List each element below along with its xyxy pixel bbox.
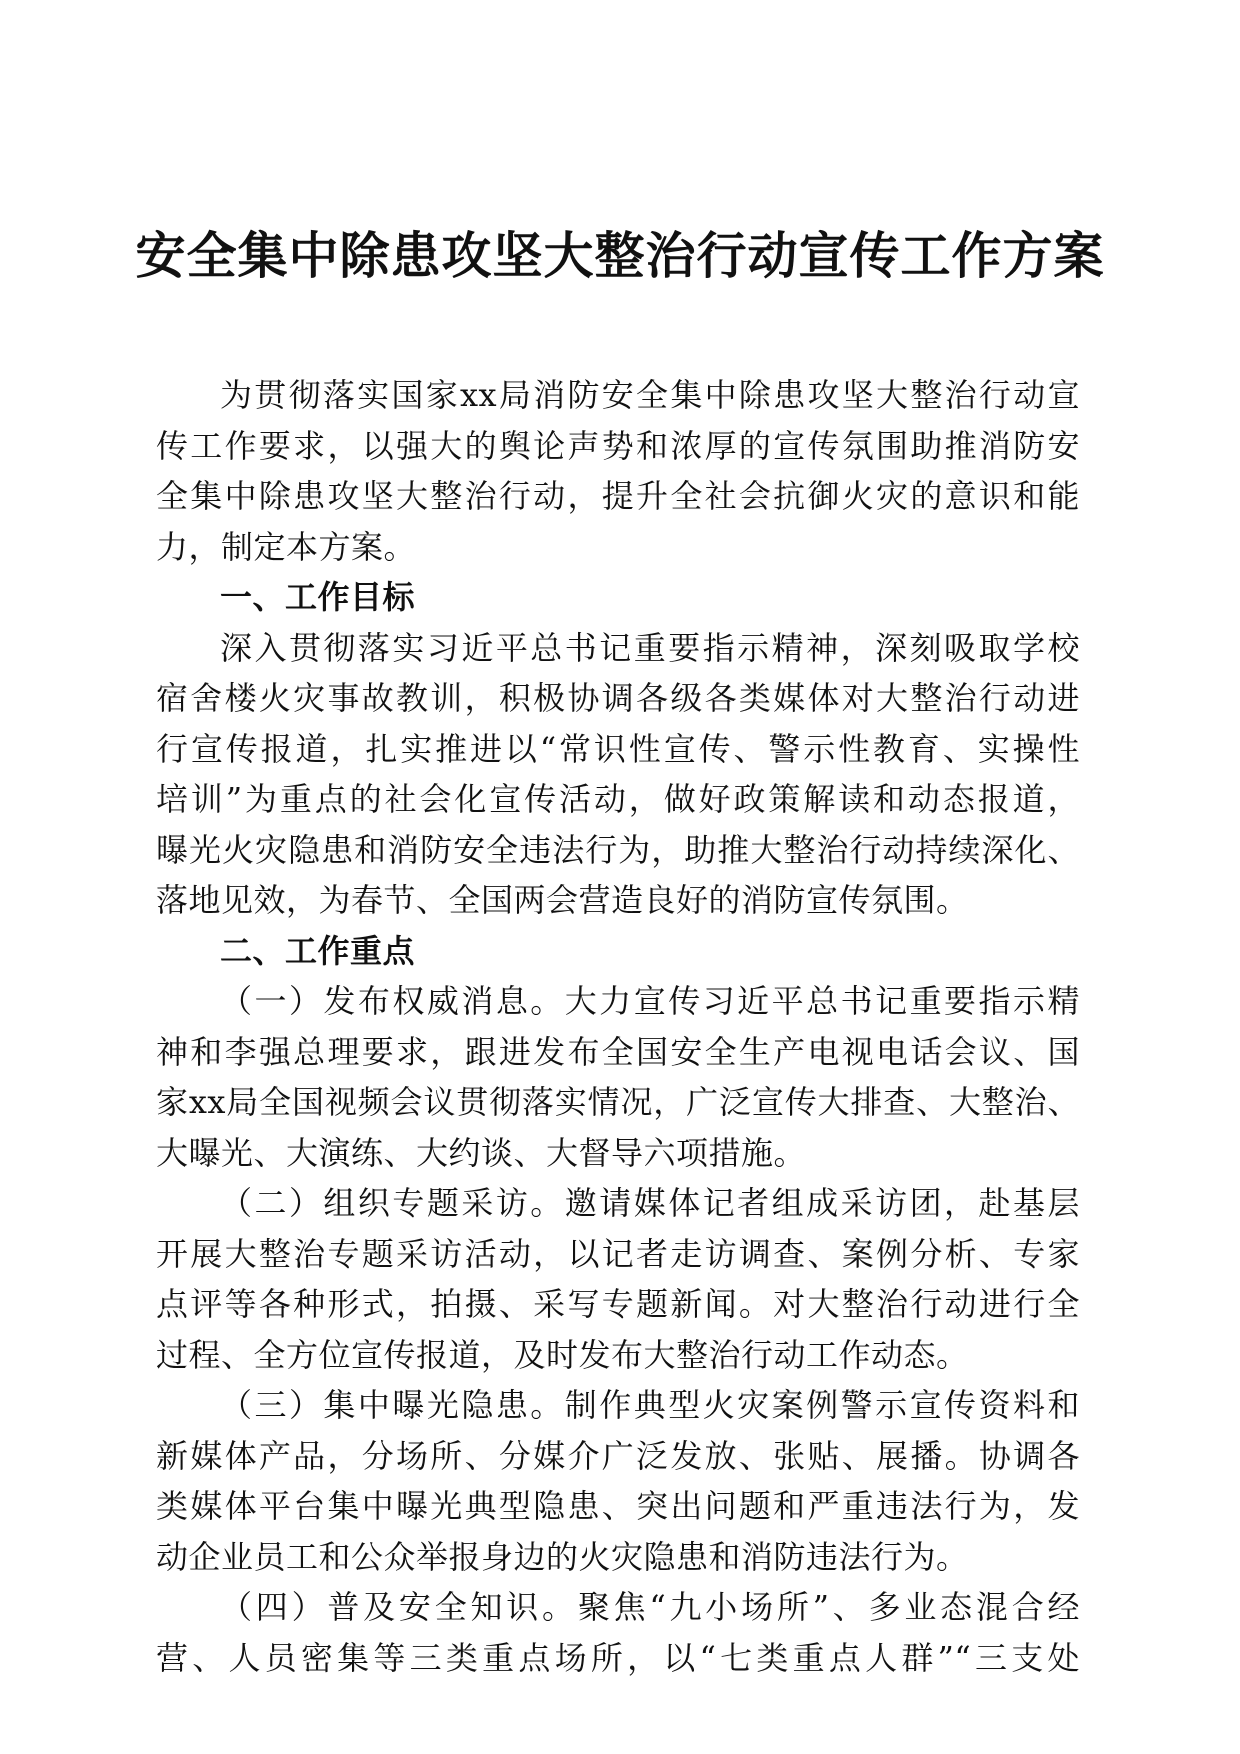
paragraph-line: 新媒体产品，分场所、分媒介广泛发放、张贴、展播。协调各 (156, 1436, 1080, 1475)
paragraph-line: 过程、全方位宣传报道，及时发布大整治行动工作动态。 (156, 1335, 969, 1374)
paragraph-line: 营、人员密集等三类重点场所，以“七类重点人群”“三支处 (156, 1638, 1080, 1677)
paragraph-line: 曝光火灾隐患和消防安全违法行为，助推大整治行动持续深化、 (156, 830, 1080, 869)
paragraph-line: 培训”为重点的社会化宣传活动，做好政策解读和动态报道， (156, 780, 1080, 818)
document-title: 安全集中除患攻坚大整治行动宣传工作方案 (135, 227, 1105, 285)
paragraph-line: 动企业员工和公众举报身边的火灾隐患和消防违法行为。 (156, 1537, 969, 1576)
section-heading: 二、工作重点 (220, 931, 416, 970)
paragraph-line: 深入贯彻落实习近平总书记重要指示精神，深刻吸取学校 (220, 628, 1080, 667)
paragraph-line: 传工作要求，以强大的舆论声势和浓厚的宣传氛围助推消防安 (156, 426, 1080, 465)
section-heading: 一、工作目标 (220, 578, 416, 616)
paragraph-line: 行宣传报道，扎实推进以“常识性宣传、警示性教育、实操性 (156, 729, 1080, 768)
paragraph-line: 宿舍楼火灾事故教训，积极协调各级各类媒体对大整治行动进 (156, 679, 1080, 717)
paragraph-line: 为贯彻落实国家xx局消防安全集中除患攻坚大整治行动宣 (220, 376, 1080, 414)
paragraph-line: 类媒体平台集中曝光典型隐患、突出问题和严重违法行为，发 (156, 1487, 1080, 1525)
paragraph-line: （一）发布权威消息。大力宣传习近平总书记重要指示精 (220, 982, 1080, 1020)
paragraph-line: 家xx局全国视频会议贯彻落实情况，广泛宣传大排查、大整治、 (156, 1083, 1080, 1121)
paragraph-line: 点评等各种形式，拍摄、采写专题新闻。对大整治行动进行全 (156, 1285, 1080, 1323)
document-body (156, 370, 1080, 1683)
paragraph-line: 落地见效，为春节、全国两会营造良好的消防宣传氛围。 (156, 881, 969, 919)
paragraph-line: 神和李强总理要求，跟进发布全国安全生产电视电话会议、国 (156, 1032, 1080, 1071)
paragraph-line: 力，制定本方案。 (156, 527, 417, 566)
paragraph-line: 大曝光、大演练、大约谈、大督导六项措施。 (156, 1133, 807, 1172)
paragraph-line: （四）普及安全知识。聚焦“九小场所”、多业态混合经 (220, 1588, 1080, 1626)
paragraph-line: （三）集中曝光隐患。制作典型火灾案例警示宣传资料和 (220, 1386, 1080, 1424)
paragraph-line: （二）组织专题采访。邀请媒体记者组成采访团，赴基层 (220, 1184, 1080, 1222)
paragraph-line: 开展大整治专题采访活动，以记者走访调查、案例分析、专家 (156, 1234, 1080, 1273)
paragraph-line: 全集中除患攻坚大整治行动，提升全社会抗御火灾的意识和能 (156, 477, 1080, 515)
